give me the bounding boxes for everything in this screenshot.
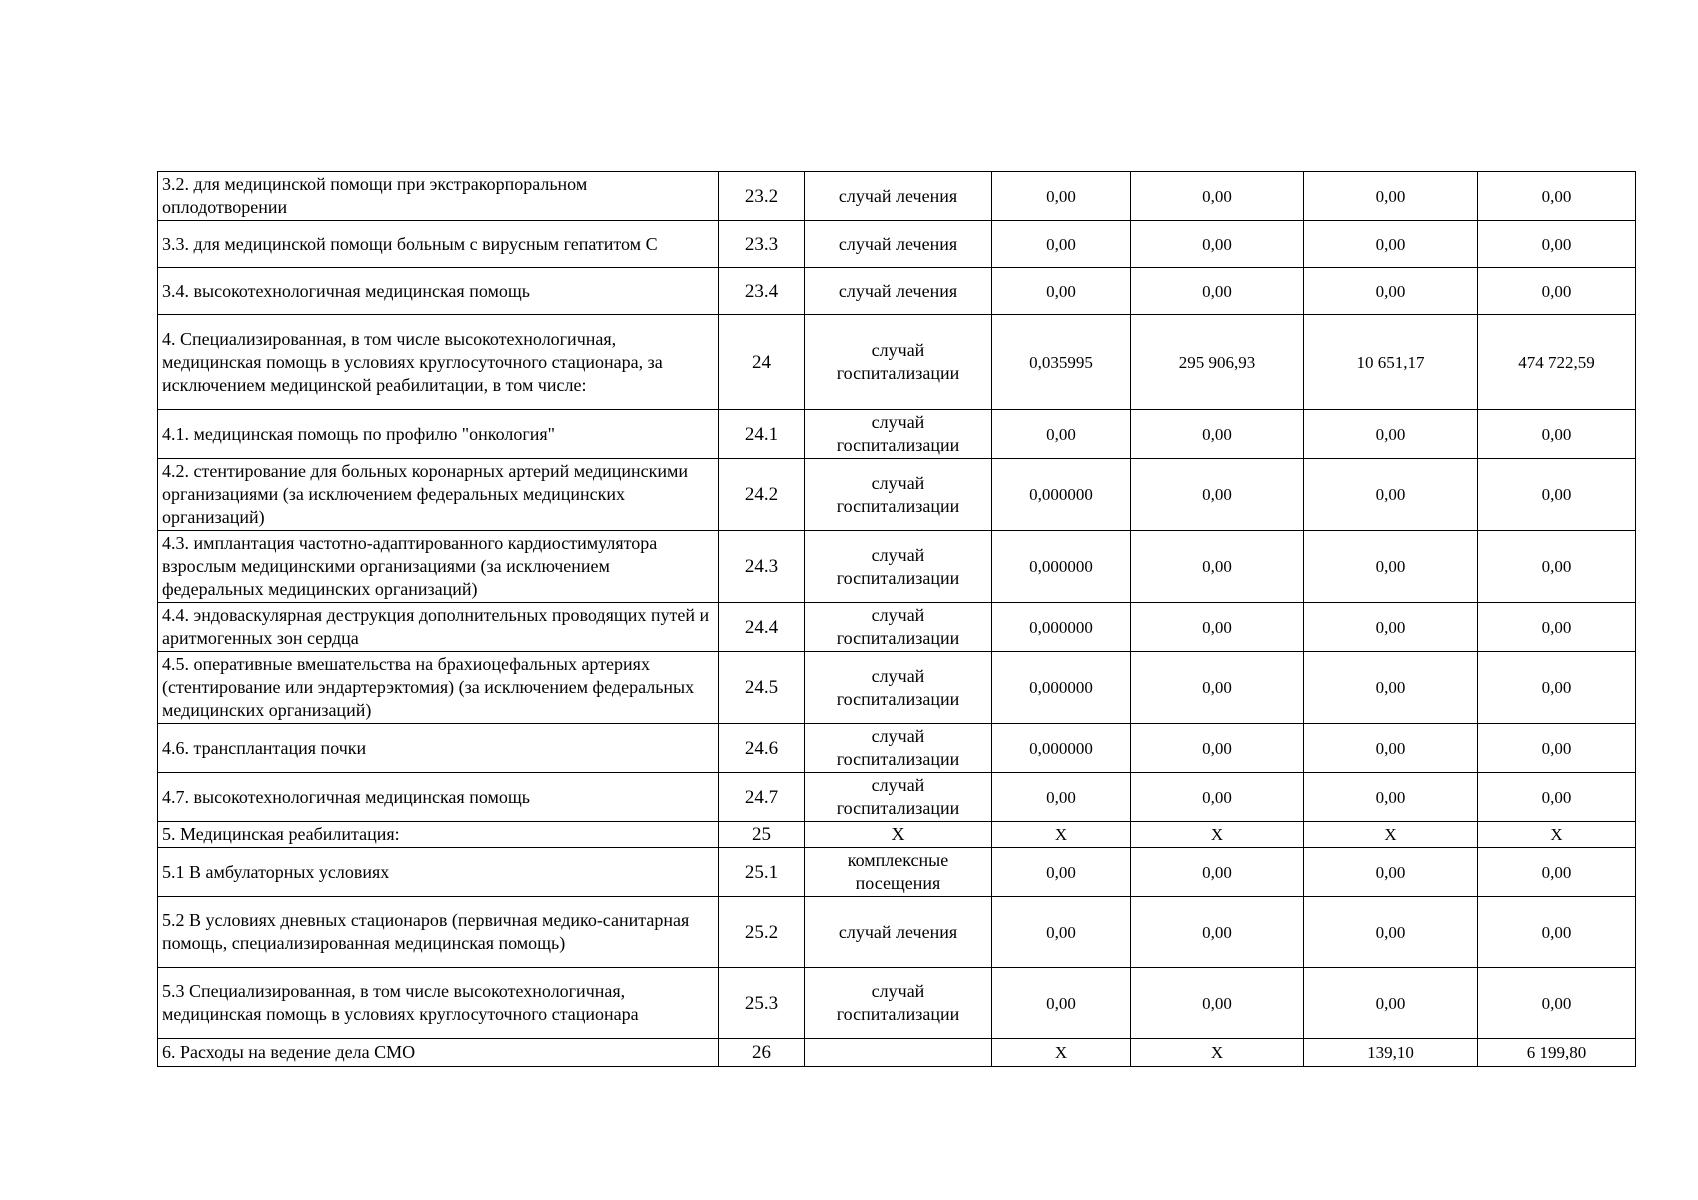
value-3-cell: 0,00 bbox=[1304, 652, 1478, 724]
value-4-cell: 0,00 bbox=[1478, 652, 1636, 724]
row-name-cell: 3.3. для медицинской помощи больным с вирусным гепатитом С bbox=[158, 221, 719, 268]
value-3-cell: 0,00 bbox=[1304, 897, 1478, 968]
value-3-cell: 0,00 bbox=[1304, 221, 1478, 268]
value-1-cell: 0,00 bbox=[992, 848, 1131, 897]
value-2-cell: 0,00 bbox=[1131, 172, 1304, 221]
row-name-cell: 4.6. трансплантация почки bbox=[158, 724, 719, 773]
value-2-cell: 0,00 bbox=[1131, 652, 1304, 724]
unit-cell: случай лечения bbox=[805, 268, 992, 315]
unit-cell: случай госпитализации bbox=[805, 968, 992, 1039]
line-number-cell: 25.3 bbox=[719, 968, 805, 1039]
value-2-cell: 0,00 bbox=[1131, 603, 1304, 652]
table-row bbox=[158, 724, 1636, 773]
value-1-cell: 0,00 bbox=[992, 897, 1131, 968]
row-name-cell: 4.5. оперативные вмешательства на брахиоцефальных артериях (стентирование или эндартерэктомия) (за исключением федеральных медицинских организаций) bbox=[158, 652, 719, 724]
value-3-cell: 0,00 bbox=[1304, 968, 1478, 1039]
value-2-cell: 0,00 bbox=[1131, 773, 1304, 822]
row-name-cell: 4.1. медицинская помощь по профилю "онкология" bbox=[158, 410, 719, 459]
value-1-cell: X bbox=[992, 822, 1131, 848]
table-row bbox=[158, 603, 1636, 652]
value-1-cell: 0,000000 bbox=[992, 531, 1131, 603]
value-4-cell: 0,00 bbox=[1478, 459, 1636, 531]
value-1-cell: 0,035995 bbox=[992, 315, 1131, 410]
line-number-cell: 26 bbox=[719, 1039, 805, 1067]
table-row bbox=[158, 221, 1636, 268]
value-2-cell: X bbox=[1131, 822, 1304, 848]
table-row bbox=[158, 531, 1636, 603]
line-number-cell: 24.3 bbox=[719, 531, 805, 603]
table-row bbox=[158, 459, 1636, 531]
unit-cell: случай госпитализации bbox=[805, 459, 992, 531]
row-name-cell: 3.2. для медицинской помощи при экстракорпоральном оплодотворении bbox=[158, 172, 719, 221]
line-number-cell: 24.7 bbox=[719, 773, 805, 822]
table-row bbox=[158, 897, 1636, 968]
line-number-cell: 23.3 bbox=[719, 221, 805, 268]
value-3-cell: 0,00 bbox=[1304, 531, 1478, 603]
value-3-cell: X bbox=[1304, 822, 1478, 848]
value-2-cell: 0,00 bbox=[1131, 848, 1304, 897]
value-4-cell: 6 199,80 bbox=[1478, 1039, 1636, 1067]
line-number-cell: 25 bbox=[719, 822, 805, 848]
value-2-cell: 0,00 bbox=[1131, 459, 1304, 531]
table-row bbox=[158, 968, 1636, 1039]
row-name-cell: 5. Медицинская реабилитация: bbox=[158, 822, 719, 848]
value-3-cell: 0,00 bbox=[1304, 848, 1478, 897]
line-number-cell: 24.4 bbox=[719, 603, 805, 652]
value-4-cell: 0,00 bbox=[1478, 172, 1636, 221]
value-3-cell: 0,00 bbox=[1304, 724, 1478, 773]
unit-cell: X bbox=[805, 822, 992, 848]
line-number-cell: 24.1 bbox=[719, 410, 805, 459]
value-3-cell: 0,00 bbox=[1304, 172, 1478, 221]
row-name-cell: 4.4. эндоваскулярная деструкция дополнительных проводящих путей и аритмогенных зон сердца bbox=[158, 603, 719, 652]
table-row bbox=[158, 410, 1636, 459]
value-2-cell: 0,00 bbox=[1131, 221, 1304, 268]
value-1-cell: 0,000000 bbox=[992, 459, 1131, 531]
table-row bbox=[158, 652, 1636, 724]
value-1-cell: 0,000000 bbox=[992, 603, 1131, 652]
row-name-cell: 5.2 В условиях дневных стационаров (первичная медико-санитарная помощь, специализированная медицинская помощь) bbox=[158, 897, 719, 968]
value-1-cell: 0,00 bbox=[992, 221, 1131, 268]
value-1-cell: 0,00 bbox=[992, 410, 1131, 459]
value-4-cell: 0,00 bbox=[1478, 603, 1636, 652]
value-1-cell: 0,00 bbox=[992, 172, 1131, 221]
table-row bbox=[158, 773, 1636, 822]
unit-cell: случай госпитализации bbox=[805, 410, 992, 459]
value-2-cell: 0,00 bbox=[1131, 410, 1304, 459]
table-row bbox=[158, 1039, 1636, 1067]
value-1-cell: 0,000000 bbox=[992, 652, 1131, 724]
unit-cell: случай госпитализации bbox=[805, 315, 992, 410]
unit-cell: комплексные посещения bbox=[805, 848, 992, 897]
line-number-cell: 24.6 bbox=[719, 724, 805, 773]
table-row bbox=[158, 268, 1636, 315]
value-1-cell: 0,000000 bbox=[992, 724, 1131, 773]
table-row bbox=[158, 172, 1636, 221]
unit-cell: случай лечения bbox=[805, 172, 992, 221]
row-name-cell: 6. Расходы на ведение дела СМО bbox=[158, 1039, 719, 1067]
budget-table bbox=[157, 171, 1636, 1067]
line-number-cell: 25.1 bbox=[719, 848, 805, 897]
value-4-cell: X bbox=[1478, 822, 1636, 848]
unit-cell: случай госпитализации bbox=[805, 652, 992, 724]
unit-cell: случай лечения bbox=[805, 897, 992, 968]
value-3-cell: 0,00 bbox=[1304, 773, 1478, 822]
value-3-cell: 0,00 bbox=[1304, 603, 1478, 652]
unit-cell: случай госпитализации bbox=[805, 603, 992, 652]
unit-cell bbox=[805, 1039, 992, 1067]
value-2-cell: 0,00 bbox=[1131, 531, 1304, 603]
row-name-cell: 5.1 В амбулаторных условиях bbox=[158, 848, 719, 897]
value-4-cell: 0,00 bbox=[1478, 848, 1636, 897]
value-4-cell: 0,00 bbox=[1478, 773, 1636, 822]
line-number-cell: 25.2 bbox=[719, 897, 805, 968]
line-number-cell: 23.4 bbox=[719, 268, 805, 315]
value-1-cell: X bbox=[992, 1039, 1131, 1067]
value-4-cell: 0,00 bbox=[1478, 268, 1636, 315]
value-3-cell: 0,00 bbox=[1304, 410, 1478, 459]
line-number-cell: 24 bbox=[719, 315, 805, 410]
table-row bbox=[158, 848, 1636, 897]
value-4-cell: 0,00 bbox=[1478, 221, 1636, 268]
value-2-cell: X bbox=[1131, 1039, 1304, 1067]
unit-cell: случай госпитализации bbox=[805, 531, 992, 603]
value-2-cell: 0,00 bbox=[1131, 968, 1304, 1039]
line-number-cell: 23.2 bbox=[719, 172, 805, 221]
value-1-cell: 0,00 bbox=[992, 773, 1131, 822]
value-4-cell: 0,00 bbox=[1478, 531, 1636, 603]
value-2-cell: 0,00 bbox=[1131, 897, 1304, 968]
unit-cell: случай госпитализации bbox=[805, 724, 992, 773]
value-1-cell: 0,00 bbox=[992, 268, 1131, 315]
value-4-cell: 0,00 bbox=[1478, 968, 1636, 1039]
row-name-cell: 4.3. имплантация частотно-адаптированного кардиостимулятора взрослым медицинскими организациями (за исключением федеральных медицинских организаций) bbox=[158, 531, 719, 603]
value-3-cell: 0,00 bbox=[1304, 459, 1478, 531]
value-2-cell: 0,00 bbox=[1131, 724, 1304, 773]
value-4-cell: 0,00 bbox=[1478, 724, 1636, 773]
value-3-cell: 10 651,17 bbox=[1304, 315, 1478, 410]
value-2-cell: 295 906,93 bbox=[1131, 315, 1304, 410]
table-row bbox=[158, 315, 1636, 410]
table-row bbox=[158, 822, 1636, 848]
row-name-cell: 4. Специализированная, в том числе высокотехнологичная, медицинская помощь в условиях круглосуточного стационара, за исключением медицинской реабилитации, в том числе: bbox=[158, 315, 719, 410]
value-4-cell: 0,00 bbox=[1478, 897, 1636, 968]
value-4-cell: 0,00 bbox=[1478, 410, 1636, 459]
value-4-cell: 474 722,59 bbox=[1478, 315, 1636, 410]
value-2-cell: 0,00 bbox=[1131, 268, 1304, 315]
value-3-cell: 0,00 bbox=[1304, 268, 1478, 315]
row-name-cell: 4.2. стентирование для больных коронарных артерий медицинскими организациями (за исключением федеральных медицинских организаций) bbox=[158, 459, 719, 531]
row-name-cell: 5.3 Специализированная, в том числе высокотехнологичная, медицинская помощь в условиях круглосуточного стационара bbox=[158, 968, 719, 1039]
value-1-cell: 0,00 bbox=[992, 968, 1131, 1039]
line-number-cell: 24.5 bbox=[719, 652, 805, 724]
value-3-cell: 139,10 bbox=[1304, 1039, 1478, 1067]
line-number-cell: 24.2 bbox=[719, 459, 805, 531]
row-name-cell: 4.7. высокотехнологичная медицинская помощь bbox=[158, 773, 719, 822]
unit-cell: случай госпитализации bbox=[805, 773, 992, 822]
unit-cell: случай лечения bbox=[805, 221, 992, 268]
row-name-cell: 3.4. высокотехнологичная медицинская помощь bbox=[158, 268, 719, 315]
